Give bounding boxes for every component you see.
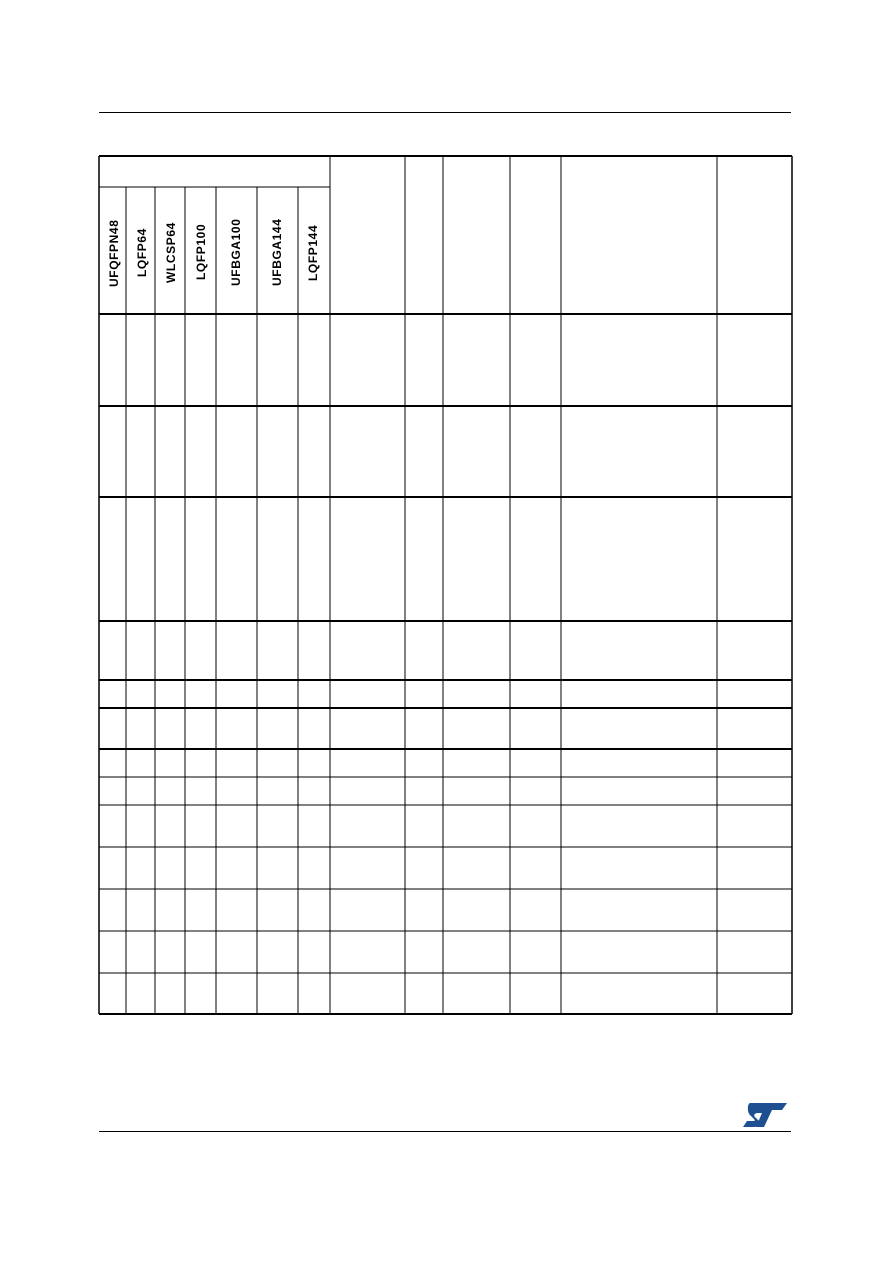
col-header-lqfp64: LQFP64 [135, 228, 149, 277]
col-header-wlcsp64: WLCSP64 [164, 222, 178, 283]
col-header-lqfp144: LQFP144 [306, 224, 320, 281]
footer-rule [99, 1131, 791, 1132]
st-logo [742, 1102, 788, 1128]
table-grid [98, 155, 793, 1015]
st-logo-mark [743, 1103, 787, 1127]
col-header-ufqfpn48: UFQFPN48 [107, 219, 121, 287]
pin-table [98, 155, 793, 1015]
col-header-ufbga144: UFBGA144 [270, 218, 284, 286]
col-header-ufbga100: UFBGA100 [229, 218, 243, 286]
header-rule [99, 112, 791, 113]
col-header-lqfp100: LQFP100 [194, 223, 208, 280]
